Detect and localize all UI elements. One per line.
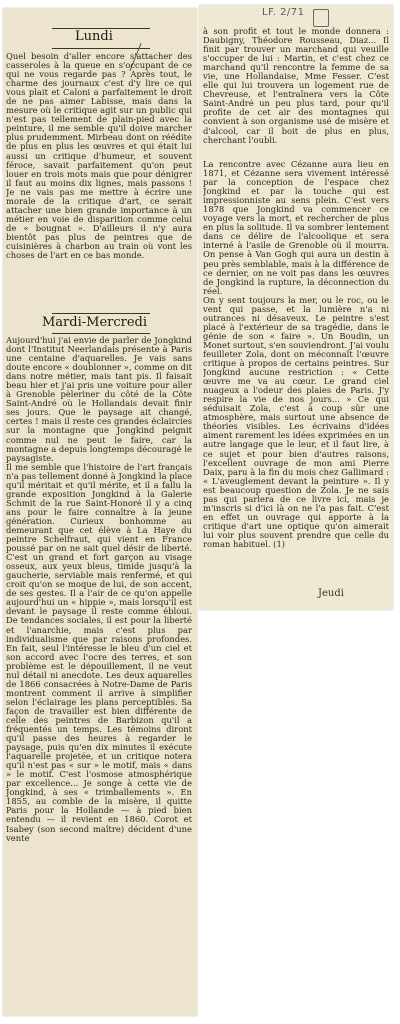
section-title-jeudi: Jeudi <box>318 588 344 599</box>
section-title-mardi-mercredi: Mardi-Mercredi <box>42 315 148 330</box>
column-right-bottom-text: La rencontre avec Cézanne aura lieu en 1871, et Cézanne sera vivement intéressé par la conception de l'espace chez Jongkind et par la touche qui est impressionniste au sens plein. C'est vers 1878 que Jongkind va commencer ce voyage vers la mort, et rechercher de plus en plus la solitude. Il va sombrer lentement dans ce délire de l'alcoolique et sera interné à l'asile de Grenoble où il mourra. On pense à Van Gogh qui aura un destin à peu près semblable, mais à la différence de ce dernier, on ne voit pas dans les œuvres de Jongkind la rupture, la déconnection du réel. On y sent toujours la mer, ou le roc, ou le vent qui passe, et la lumière n'a ni outrances ni désaveux. Le peintre s'est placé à l'extérieur de sa tragédie, dans le génie de son « faire ». Un Boudin, un Monet surtout, s'en souviendront. J'ai voulu feuilleter Zola, dont on méconnaît l'œuvre critique à propos de certains peintres. Sur Jongkind aucune restriction : « Cette œuvre me va au cœur. Le grand ciel nuageux a l'odeur des plaies de Paris. J'y respire la vie de nos jours... » Ce qui séduisait Zola, c'est à coup sûr une atmosphère, mais surtout une absence de théories visibles. Les écrivains d'idées aiment rarement les idées exprimées en un autre langage que le leur, et il faut lire, à ce sujet et pour bien d'autres raisons, l'excellent ouvrage de mon ami Pierre Daix, paru à la fin du mois chez Gallimard : « L'aveuglement devant la peinture ». Il y est beaucoup question de Zola. Je ne sais pas qui parlera de ce livre ici, mais je m'inscris si d'ici là on ne l'a pas fait. C'est en effet un ouvrage qui apporte à la critique d'art une optique qu'on aimerait lui voir plus souvent prendre que celle du roman habituel. (1) <box>203 160 389 549</box>
column-left-top-text: Quel besoin d'aller encore s'attacher des casseroles à la queue en s'occupant de ce qui ne vous regarde pas ? Après tout, le charme des journaux c'est d'y lire ce qui vous plait et Caloni a parfaitement le droit de ne pas aimer Labisse, mais dans la mesure où le critique agit sur un public qui n'est pas tellement de plain-pied avec la peinture, il me semble qu'il doive marcher plus prudemment. Mirbeau dont on réédite de plus en plus les œuvres et qui était lui aussi un critique d'humeur, et souvent féroce, savait parfaitement qu'on peut louer en trois mots mais que pour dénigrer il faut au moins dix lignes, mais passons ! Je ne vais pas me mettre à écrire une morale de la critique d'art, ce serait attacher une bien grande importance à un métier en voie de disparition comme celui de « bougnat ». D'ailleurs il n'y aura bientôt pas plus de peintres que de cuisinières à charbon au train où vont les choses de l'art en ce bas monde. <box>6 52 192 261</box>
rule-below-lundi <box>52 48 150 49</box>
handwritten-box-mark <box>313 9 329 27</box>
section-title-lundi: Lundi <box>75 29 113 44</box>
column-left-bottom-text: Aujourd'hui j'ai envie de parler de Jongkind dont l'Institut Neerlandais présente à Paris une centaine d'aquarelles. Je vais sans doute encore « doublonner », comme on dit dans notre métier, mais tant pis. Il faisait beau hier et j'ai pris une voiture pour aller à Grenoble pèleriner du côté de la Côte Saint-André où le Hollandais devait finir ses jours. Que le paysage ait changé, certes ! mais il reste ces grandes éclaircies sur la montagne que Jongkind peignit comme nul ne peut le faire, car la montagne a depuis longtemps découragé le paysagiste. Il me semble que l'histoire de l'art français n'a pas tellement donné à Jongkind la place qu'il méritait et qu'il mérite, et il a fallu la grande exposition Jongkind à la Galerie Schmit de la rue Saint-Honoré il y a cinq ans pour le faire connaître à la jeune génération. Curieux bonhomme au demeurant que cet élève à La Haye du peintre Schelfraut, qui vient en France poussé par on ne sait quel désir de liberté. C'est un grand et fort garçon au visage osseux, aux yeux bleus, timide jusqu'à la gaucherie, serviable mais renfermé, et qui croit qu'on se moque de lui, de son accent, de ses gestes. Il a l'air de ce qu'on appelle aujourd'hui un « hippie », mais lorsqu'il est devant le paysage il reste comme ébloui. De tendances sociales, il est pour la liberté et l'anarchie, mais c'est plus par individualisme que par raisons profondes. En fait, seul l'intéresse le bleu d'un ciel et son accord avec l'ocre des terres, et son problème est le dépouillement, il ne veut nul détail ni anecdote. Les deux aquarelles de 1866 consacrées à Notre-Dame de Paris montrent comment il arrive à simplifier selon l'éclairage les plans perceptibles. Sa façon de travailler est bien différente de celle des peintres de Barbizon qu'il a fréquentés un temps. Les témoins diront qu'il passe des heures à regarder le paysage, puis qu'en dix minutes il exécute l'aquarelle projetée, et un critique notera qu'il n'est pas « sur » le motif, mais « dans » le motif. C'est l'osmose atmosphérique par excellence... Je songe à cette vie de Jongkind, à ses « trimballements ». En 1855, au comble de la misère, il quitte Paris pour la Hollande — à pied bien entendu — il revient en 1860. Corot et Isabey (son second maître) décident d'une vente <box>6 336 192 843</box>
rule-above-mardi <box>52 313 150 314</box>
column-right-top-text: à son profit et tout le monde donnera : Daubigny, Théodore Rousseau, Diaz... Il finit par trouver un marchand qui veuille s'occuper de lui : Martin, et c'est chez ce marchand qu'il rencontre la femme de sa vie, une Hollandaise, Mme Fesser. C'est elle qui lui trouvera un logement rue de Chevreuse, et l'entraînera vers la Côte Saint-André un peu plus tard, pour qu'il profite de cet air des montagnes qui convient à son organisme usé de misère et d'alcool, car il boit de plus en plus, cherchant l'oubli. <box>203 27 389 145</box>
rule-below-mardi <box>52 333 150 334</box>
handwritten-annotation: LF. 2/71 <box>262 7 305 18</box>
